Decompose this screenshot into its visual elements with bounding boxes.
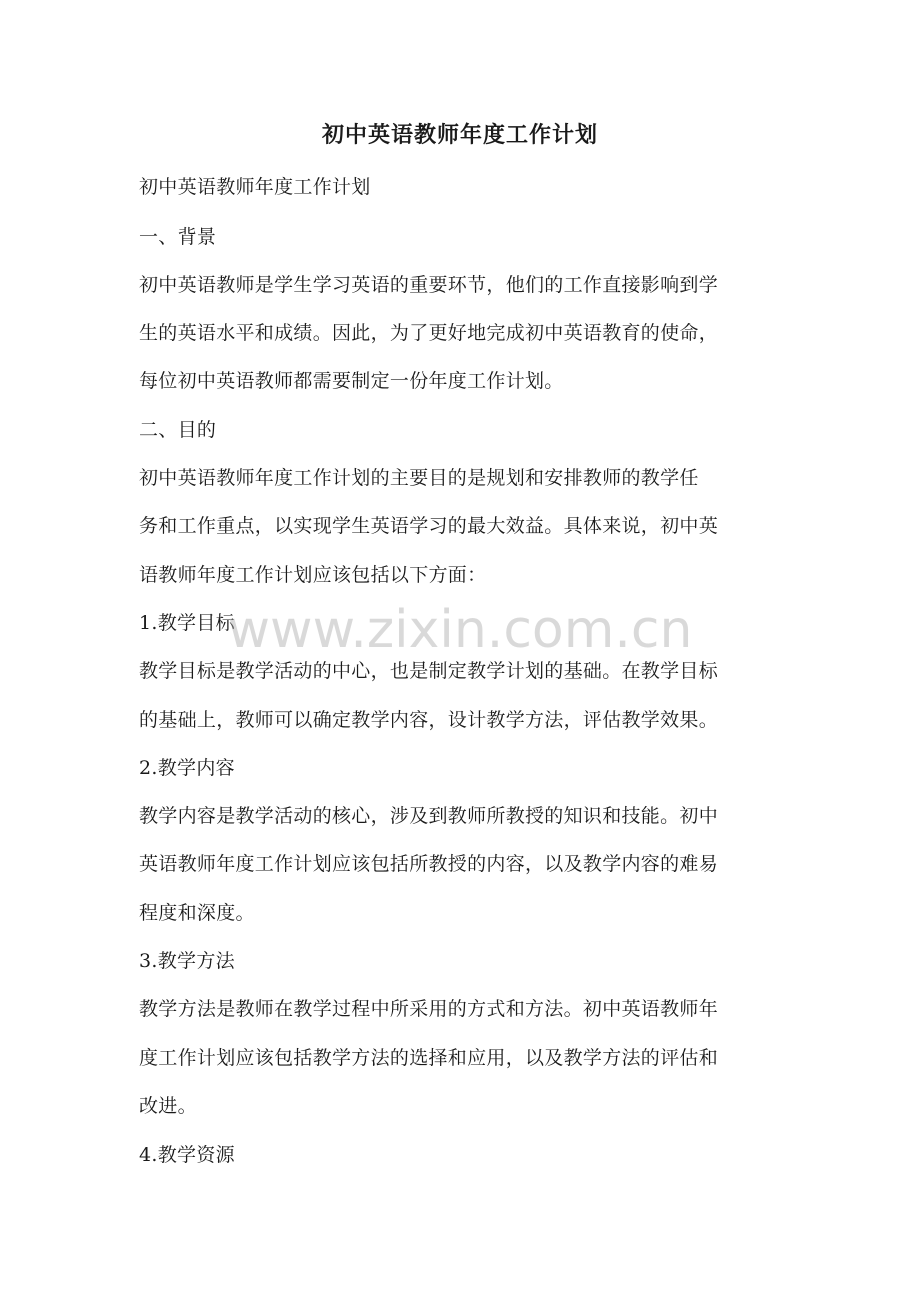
paragraph-line: 每位初中英语教师都需要制定一份年度工作计划。	[139, 370, 564, 392]
paragraph-line: 英语教师年度工作计划应该包括所教授的内容，以及教学内容的难易	[139, 853, 719, 875]
paragraph-line: 教学方法是教师在教学过程中所采用的方式和方法。初中英语教师年	[139, 998, 719, 1020]
section-heading-background: 一、背景	[139, 226, 217, 248]
paragraph-line: 初中英语教师是学生学习英语的重要环节，他们的工作直接影响到学	[139, 274, 719, 296]
paragraph-line: 务和工作重点，以实现学生英语学习的最大效益。具体来说，初中英	[139, 515, 719, 537]
item-heading-goals: 1.教学目标	[139, 612, 235, 634]
paragraph-line: 生的英语水平和成绩。因此，为了更好地完成初中英语教育的使命，	[139, 322, 719, 344]
subtitle-line: 初中英语教师年度工作计划	[139, 176, 371, 198]
paragraph-line: 语教师年度工作计划应该包括以下方面：	[139, 564, 487, 586]
document-title: 初中英语教师年度工作计划	[321, 122, 598, 148]
watermark: www.zixin.com.cn	[227, 600, 693, 660]
item-heading-methods: 3.教学方法	[139, 950, 235, 972]
paragraph-line: 教学内容是教学活动的核心，涉及到教师所教授的知识和技能。初中	[139, 805, 719, 827]
paragraph-line: 度工作计划应该包括教学方法的选择和应用，以及教学方法的评估和	[139, 1047, 719, 1069]
paragraph-line: 的基础上，教师可以确定教学内容，设计教学方法，评估教学效果。	[139, 709, 719, 731]
paragraph-line: 程度和深度。	[139, 902, 255, 924]
item-heading-content: 2.教学内容	[139, 757, 235, 779]
paragraph-line: 改进。	[139, 1095, 197, 1117]
item-heading-resources: 4.教学资源	[139, 1144, 235, 1166]
paragraph-line: 教学目标是教学活动的中心，也是制定教学计划的基础。在教学目标	[139, 660, 719, 682]
paragraph-line: 初中英语教师年度工作计划的主要目的是规划和安排教师的教学任	[139, 467, 699, 489]
section-heading-purpose: 二、目的	[139, 419, 217, 441]
